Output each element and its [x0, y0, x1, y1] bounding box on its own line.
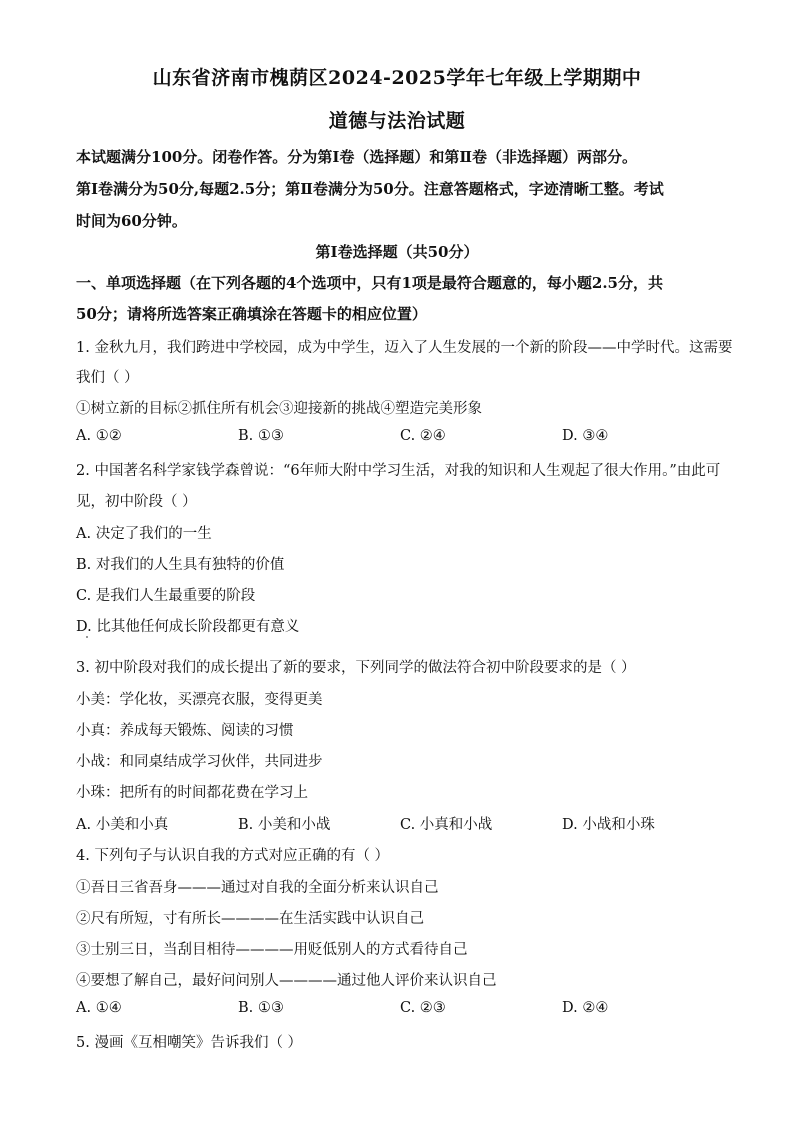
- q1-option-a: A. ①②: [76, 428, 122, 444]
- q3-option-d: D. 小战和小珠: [562, 817, 655, 833]
- q1-option-b: B. ①③: [238, 428, 284, 444]
- q1-option-d: D. ③④: [562, 428, 609, 444]
- q1-options: [76, 428, 726, 448]
- section-title: 第Ⅰ卷选择题（共50分）: [315, 243, 479, 261]
- q4-option-d: D. ②④: [562, 1000, 609, 1016]
- q2-option-d: D. 比其他任何成长阶段都更有意义: [76, 619, 300, 635]
- q3-item-1: 小美：学化妆，买漂亮衣服，变得更美: [76, 692, 323, 708]
- q3-stem: 3. 初中阶段对我们的成长提出了新的要求，下列同学的做法符合初中阶段要求的是（ ）: [76, 660, 636, 676]
- q1-stem-line-2: 我们（ ）: [76, 370, 139, 386]
- q2-stem-line-1: 2. 中国著名科学家钱学森曾说：“6年师大附中学习生活，对我的知识和人生观起了很大作用。”由此可: [76, 463, 721, 479]
- q3-item-3: 小战：和同桌结成学习伙伴，共同进步: [76, 754, 323, 770]
- instruction-line-1: 本试题满分100分。闭卷作答。分为第Ⅰ卷（选择题）和第Ⅱ卷（非选择题）两部分。: [76, 148, 637, 166]
- q1-stem-line-1: 1. 金秋九月，我们跨进中学校园，成为中学生，迈入了人生发展的一个新的阶段——中学时代。这需要: [76, 340, 733, 356]
- q4-item-2: ②尺有所短，寸有所长————在生活实践中认识自己: [76, 911, 424, 927]
- q2-option-b: B. 对我们的人生具有独特的价值: [76, 557, 285, 573]
- q1-items: ①树立新的目标②抓住所有机会③迎接新的挑战④塑造完美形象: [76, 401, 482, 417]
- q4-stem: 4. 下列句子与认识自我的方式对应正确的有（ ）: [76, 848, 390, 864]
- q4-options: [76, 1000, 726, 1020]
- q3-item-2: 小真：养成每天锻炼、阅读的习惯: [76, 723, 294, 739]
- q4-item-3: ③士别三日，当刮目相待————用贬低别人的方式看待自己: [76, 942, 468, 958]
- exam-subject-title: 道德与法治试题: [328, 110, 466, 132]
- part-heading-line-1: 一、单项选择题（在下列各题的4个选项中，只有1项是最符合题意的，每小题2.5分，共: [76, 274, 663, 292]
- q4-option-a: A. ①④: [76, 1000, 122, 1016]
- part-heading-line-2: 50分；请将所选答案正确填涂在答题卡的相应位置）: [76, 305, 427, 323]
- q2-option-c: C. 是我们人生最重要的阶段: [76, 588, 256, 604]
- q2-stem-line-2: 见，初中阶段（ ）: [76, 494, 197, 510]
- q3-option-a: A. 小美和小真: [76, 817, 169, 833]
- instruction-line-3: 时间为60分钟。: [76, 212, 187, 230]
- q3-option-c: C. 小真和小战: [400, 817, 493, 833]
- q2-option-a: A. 决定了我们的一生: [76, 526, 212, 542]
- q4-item-4: ④要想了解自己，最好问问别人————通过他人评价来认识自己: [76, 973, 497, 989]
- q4-item-1: ①吾日三省吾身———通过对自我的全面分析来认识自己: [76, 880, 439, 896]
- q1-option-c: C. ②④: [400, 428, 446, 444]
- q3-item-4: 小珠：把所有的时间都花费在学习上: [76, 785, 308, 801]
- instruction-line-2: 第Ⅰ卷满分为50分,每题2.5分；第Ⅱ卷满分为50分。注意答题格式，字迹清晰工整。考试: [76, 180, 664, 198]
- q3-options: [76, 813, 726, 833]
- q5-stem: 5. 漫画《互相嘲笑》告诉我们（ ）: [76, 1035, 303, 1051]
- q3-option-b: B. 小美和小战: [238, 817, 331, 833]
- stray-dot: [86, 636, 88, 638]
- q4-option-b: B. ①③: [238, 1000, 284, 1016]
- q4-option-c: C. ②③: [400, 1000, 446, 1016]
- exam-title: 山东省济南市槐荫区2024-2025学年七年级上学期期中: [152, 67, 642, 89]
